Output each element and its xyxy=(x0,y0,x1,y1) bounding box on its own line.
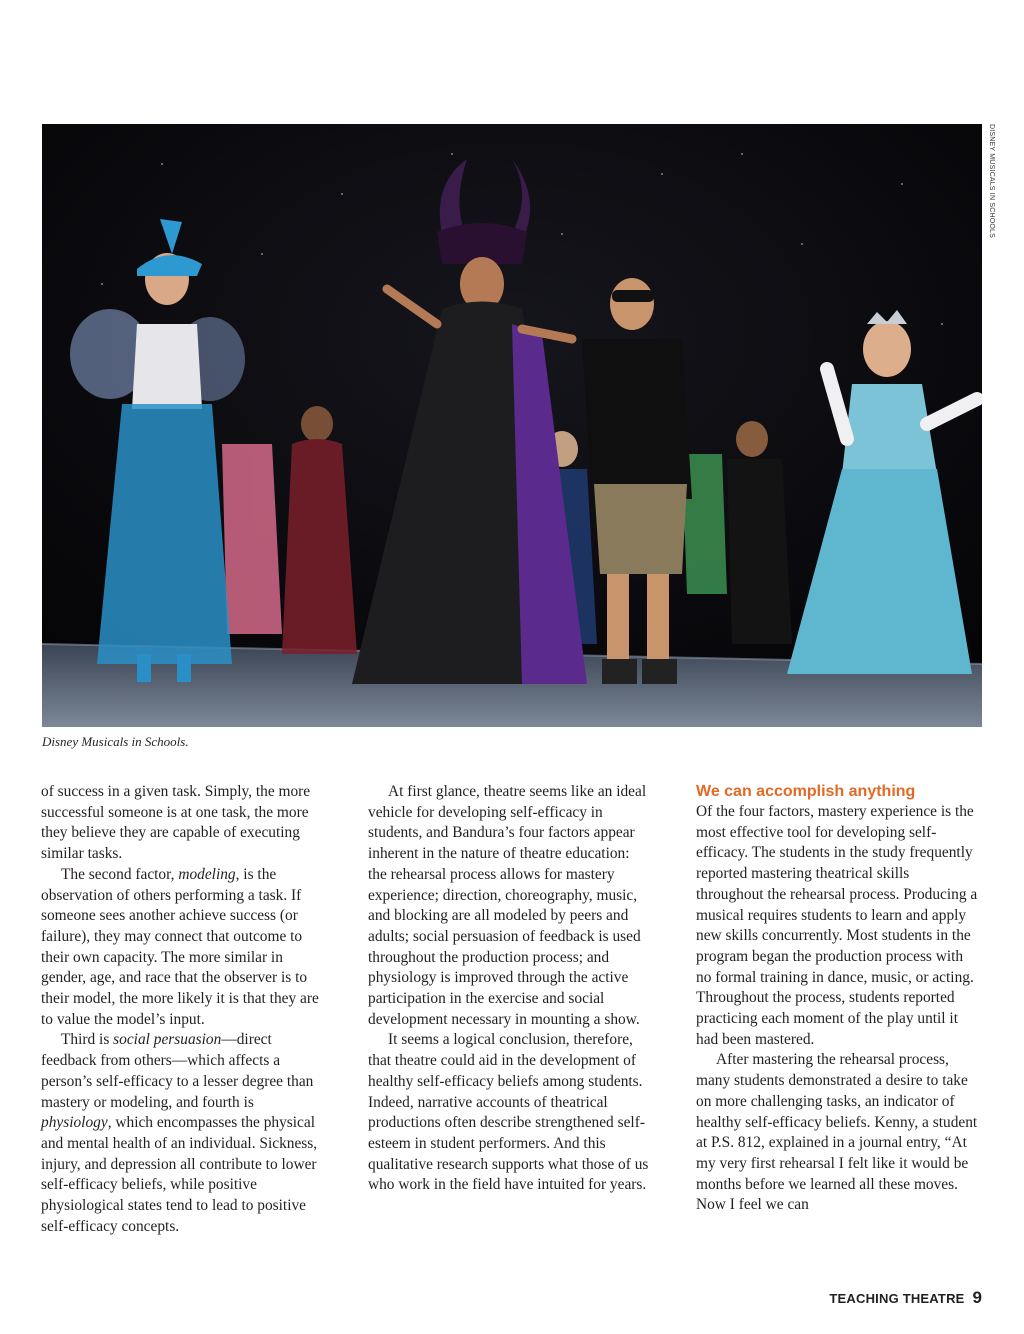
paragraph: Of the four factors, mastery experience is the most effective tool for developing self-efficacy. The students in the study frequently reported mastering theatrical skills throughout the rehearsal process. Producing a musical requires students to learn and apply new skills concurrently. Most students in the program began the production process with no formal training in dance, music, or acting. Throughout the process, students reported practicing each moment of the play until it had been mastered. xyxy=(696,803,978,1048)
photo-credit: DISNEY MUSICALS IN SCHOOLS xyxy=(988,124,995,238)
paragraph: At first glance, theatre seems like an ideal vehicle for developing self-efficacy in students, and Bandura’s four factors appear inherent in the nature of theatre education: the rehearsal process allows for mastery experience; direction, choreography, music, and blocking are all modeled by peers and adults; social persuasion of feedback is used throughout the production process; and physiology is improved through the active participation in the exercise and social development necessary in mounting a show. xyxy=(368,783,647,1028)
paragraph: Third is social persuasion—direct feedback from others—which affects a person’s self-efficacy to a lesser degree than mastery or modeling, and fourth is physiology, which encompasses the physical and mental health of an individual. Sickness, injury, and depression all contribute to lower self-efficacy beliefs, while positive physiological states tend to lead to positive self-efficacy concepts. xyxy=(41,1031,318,1235)
page-number: 9 xyxy=(972,1288,982,1307)
section-subhead: We can accomplish anything xyxy=(696,783,916,800)
paragraph: The second factor, modeling, is the observation of others performing a task. If someone sees another achieve success (or failure), they may connect that outcome to their own capacity. The more similar in gender, age, and race that the observer is to their model, the more likely it is that they are to value the model’s input. xyxy=(41,865,319,1028)
stage-performance-illustration xyxy=(42,124,982,727)
page-footer xyxy=(829,1288,982,1308)
paragraph: of success in a given task. Simply, the more successful someone is at one task, the more they believe they are capable of executing similar tasks. xyxy=(41,783,311,863)
text-column-2 xyxy=(368,782,652,1196)
text-column-3 xyxy=(696,782,980,1216)
magazine-name: TEACHING THEATRE xyxy=(829,1291,965,1306)
stage-photo xyxy=(42,124,982,727)
photo-caption: Disney Musicals in Schools. xyxy=(42,734,189,749)
paragraph: It seems a logical conclusion, therefore, that theatre could aid in the development of healthy self-efficacy beliefs among students. Indeed, narrative accounts of theatrical productions often describe strengthened self-esteem in student performers. And this qualitative research supports what those of us who work in the field have intuited for years. xyxy=(368,1031,649,1194)
paragraph: After mastering the rehearsal process, many students demonstrated a desire to take on more challenging tasks, an indicator of healthy self-efficacy beliefs. Kenny, a student at P.S. 812, explained in a journal entry, “At my very first rehearsal I felt like it would be months before we learned all these moves. Now I feel we can xyxy=(696,1051,978,1214)
text-column-1 xyxy=(41,782,325,1237)
